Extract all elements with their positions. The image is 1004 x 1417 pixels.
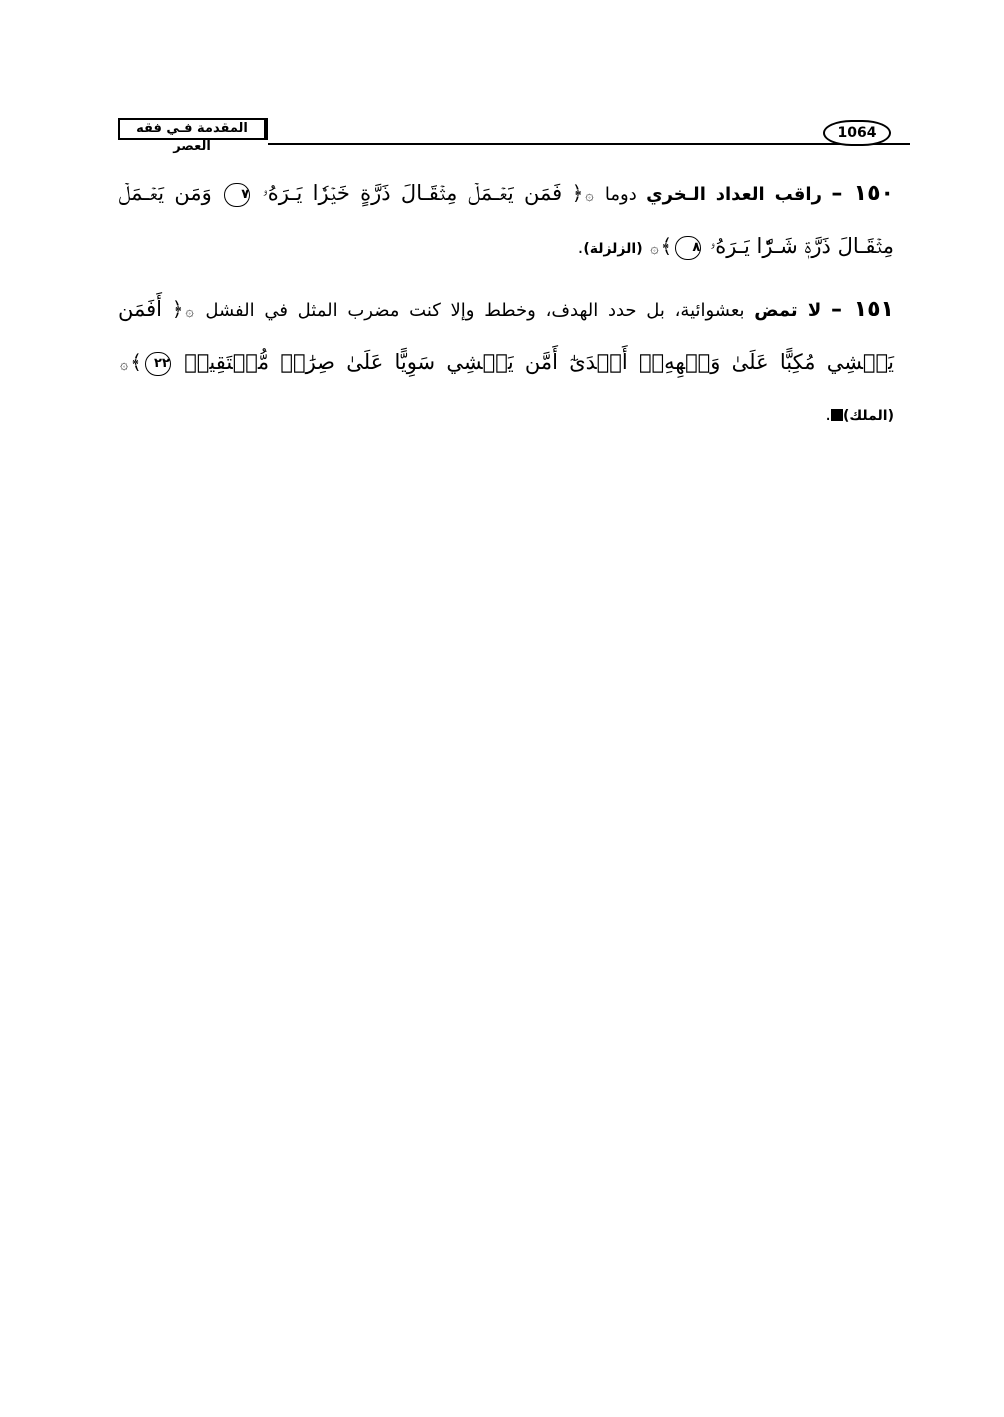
ayah-number-marker: ٢٢ — [145, 352, 171, 376]
sentence-end: . — [577, 237, 584, 258]
verse-close-brace: ﴾ — [130, 350, 142, 374]
paragraph-lead: لا تمض — [754, 300, 822, 321]
ornament-icon: ۞ — [120, 357, 129, 373]
ornament-icon: ۞ — [650, 241, 659, 257]
ayah-number-marker: ٨ — [675, 236, 701, 260]
surah-reference: (الملك) — [843, 408, 894, 424]
ornament-icon: ۞ — [585, 188, 594, 204]
sentence-end: . — [825, 404, 831, 425]
verse-close-brace: ﴾ — [660, 234, 673, 258]
quran-verse: وَمَن يَعۡـمَلۡ مِثۡقَـالَ ذَرَّةٖ شَـرّٗا يَـرَهُۥ — [118, 181, 894, 258]
header-rule — [268, 143, 910, 145]
quran-verse: أَفَمَن يَمۡشِي مُكِبًّا عَلَىٰ وَجۡهِهِۦٓ أَهۡدَىٰٓ أَمَّن يَمۡشِي سَوِيًّا عَلَىٰ صِرَٰطٖ مُّسۡتَقِيمٖ — [118, 297, 894, 374]
paragraph-number: ١٥١ – — [831, 297, 894, 322]
ayah-number-marker: ٧ — [224, 183, 250, 207]
end-of-section-square-icon — [831, 409, 843, 421]
paragraph-text: بعشوائية، بل حدد الهدف، وخطط وإلا كنت مضرب المثل في الفشل — [205, 300, 745, 321]
quran-verse: فَمَن يَعۡـمَلۡ مِثۡقَـالَ ذَرَّةٍ خَيۡرٗا يَـرَهُۥ — [262, 181, 563, 205]
page-body — [118, 168, 894, 451]
paragraph-151 — [118, 284, 894, 441]
ornament-icon: ۞ — [185, 304, 194, 320]
verse-open-brace: ﴿ — [171, 297, 184, 321]
paragraph-text: دوما — [604, 184, 637, 205]
paragraph-number: ١٥٠ – — [831, 181, 894, 206]
page-header — [118, 116, 910, 154]
book-title: المقدمة فـي فقه العصر — [118, 118, 268, 140]
paragraph-150 — [118, 168, 894, 274]
surah-reference: (الزلزلة) — [583, 241, 643, 257]
verse-open-brace: ﴿ — [571, 181, 584, 205]
page-number: 1064 — [823, 120, 891, 146]
paragraph-lead: راقب العداد الـخري — [646, 184, 822, 205]
